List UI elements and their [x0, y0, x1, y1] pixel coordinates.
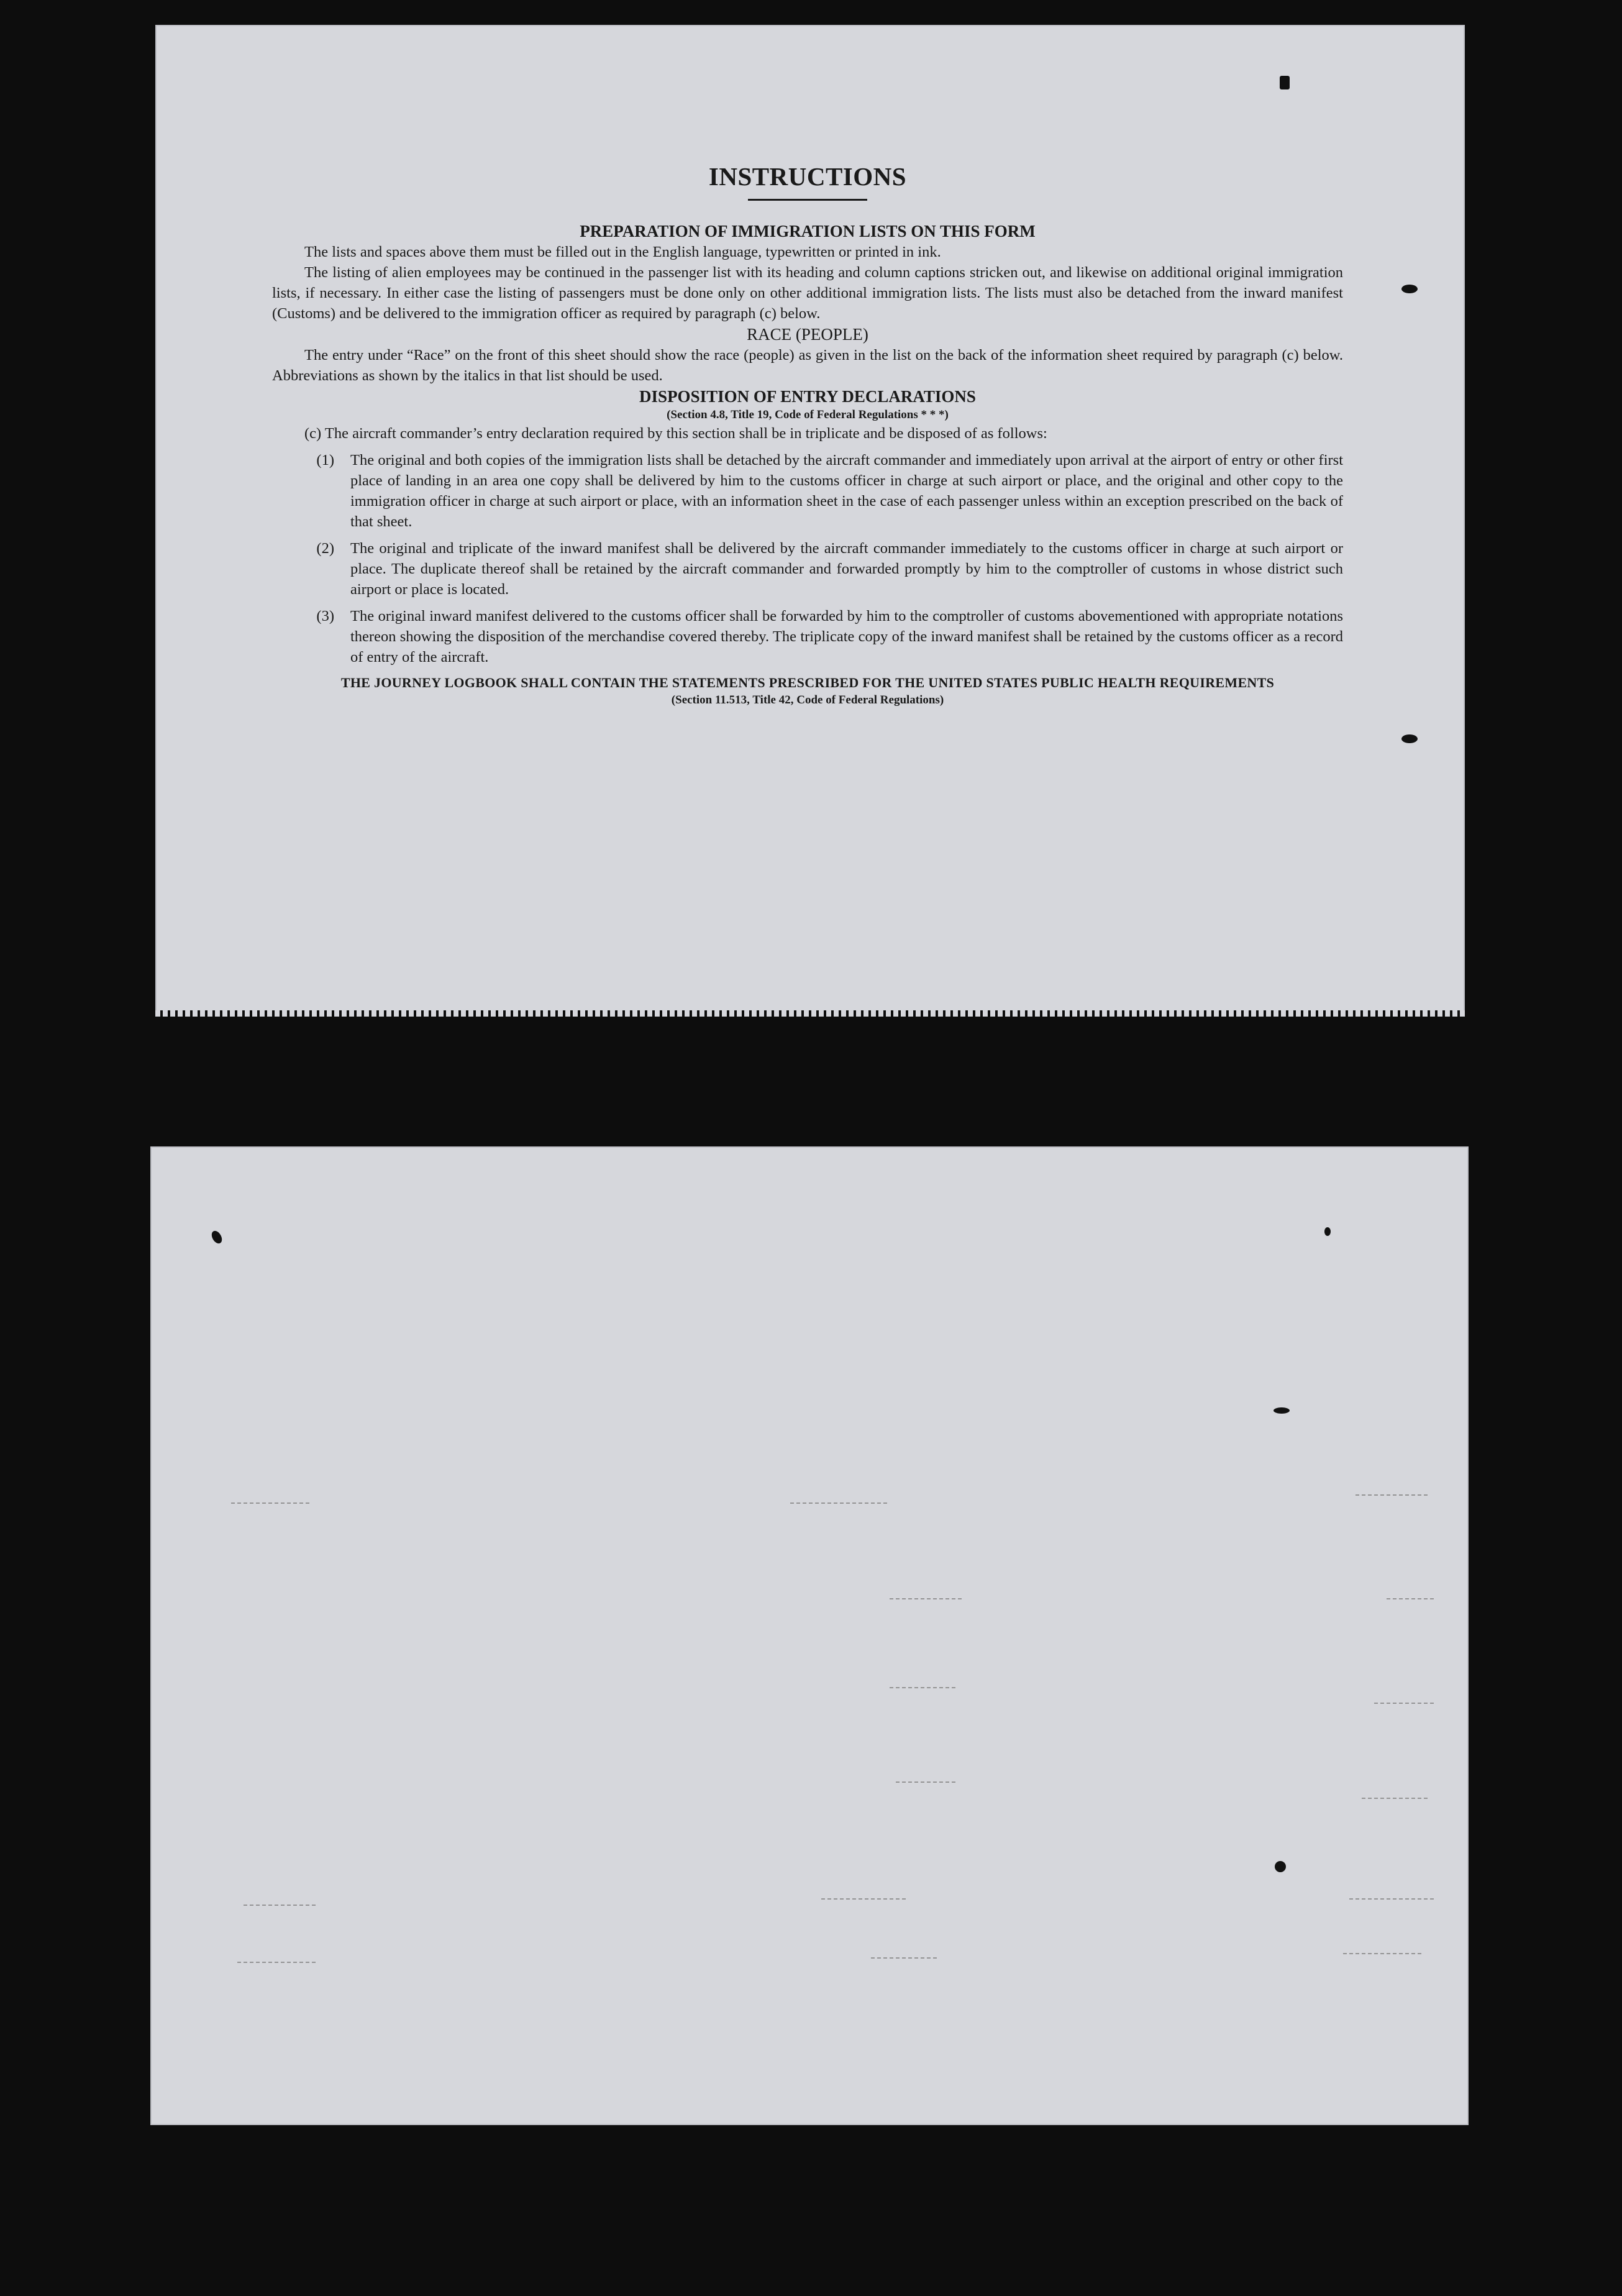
faint-line — [1374, 1703, 1436, 1704]
faint-line — [871, 1957, 939, 1959]
section-citation: (Section 4.8, Title 19, Code of Federal Regulations * * *) — [667, 408, 949, 421]
faint-line — [790, 1502, 890, 1504]
ink-mark — [1275, 1861, 1286, 1872]
list-item-number: (2) — [316, 540, 334, 557]
faint-line — [890, 1687, 958, 1688]
faint-line — [244, 1905, 318, 1906]
list-item — [272, 538, 1343, 600]
paragraph-c: (c) The aircraft commander’s entry declaration required by this section shall be in triplicate and be disposed of as follows: — [304, 425, 1047, 442]
faint-line — [1387, 1598, 1436, 1599]
ink-mark — [1273, 1407, 1290, 1414]
faint-line — [1343, 1953, 1424, 1954]
list-item-text: The original and triplicate of the inward manifest shall be delivered by the aircraft commander immediately to the customs officer in charge at such airport or place. The duplicate thereof shall be retained by the aircraft commander and forwarded promptly by him to the comptroller of customs in whose district such airport or place is located. — [350, 540, 1343, 598]
section-heading-preparation: PREPARATION OF IMMIGRATION LISTS ON THIS FORM — [580, 222, 1036, 240]
perforated-edge — [155, 1010, 1465, 1017]
bleed-through-text — [447, 56, 1441, 180]
faint-line — [237, 1962, 318, 1963]
faint-line — [890, 1598, 964, 1599]
faint-line — [1362, 1798, 1430, 1799]
paragraph-lists: The lists and spaces above them must be filled out in the English language, typewritten or printed in ink. — [304, 244, 941, 260]
footer-statement: THE JOURNEY LOGBOOK SHALL CONTAIN THE STATEMENTS PRESCRIBED FOR THE UNITED STATES PUBLIC HEALTH REQUIREMENTS — [340, 675, 1275, 690]
faint-line — [821, 1898, 908, 1900]
footer-citation: (Section 11.513, Title 42, Code of Federal Regulations) — [671, 693, 944, 707]
list-item — [272, 450, 1343, 532]
punch-mark — [1401, 285, 1418, 293]
faint-line — [896, 1781, 958, 1783]
title-rule — [748, 199, 867, 201]
ink-mark — [1324, 1227, 1331, 1236]
blank-sheet — [150, 1146, 1469, 2125]
punch-mark — [1401, 734, 1418, 743]
instructions-sheet — [155, 25, 1465, 1013]
paragraph-alien-employees: The listing of alien employees may be continued in the passenger list with its heading and column captions stricken out, and likewise on additional original immigration lists, if necessary. In either case the listing of passengers must be done only on other additional immigration lists. The lists must also be detached from the inward manifest (Customs) and be delivered to the immigration officer as required by paragraph (c) below. — [272, 264, 1343, 322]
ink-mark — [209, 1229, 224, 1245]
list-item-text: The original inward manifest delivered to the customs officer shall be forwarded by him to the comptroller of customs abovementioned with appropriate notations thereon showing the disposition of the merchandise covered thereby. The triplicate copy of the inward manifest shall be retained by the customs officer as a record of entry of the aircraft. — [350, 608, 1343, 665]
section-heading-race: RACE (PEOPLE) — [747, 325, 868, 344]
paragraph-race: The entry under “Race” on the front of this sheet should show the race (people) as given in the list on the back of the information sheet required by paragraph (c) below. Abbreviations as shown by the italics in that list should be used. — [272, 347, 1343, 384]
list-item — [272, 606, 1343, 667]
instructions-content — [272, 163, 1343, 708]
list-item-number: (1) — [316, 452, 334, 469]
list-item-number: (3) — [316, 608, 334, 624]
faint-line — [231, 1502, 312, 1504]
ink-mark — [1280, 76, 1290, 89]
list-item-text: The original and both copies of the immigration lists shall be detached by the aircraft commander and immediately upon arrival at the airport of entry or other first place of landing in an area one copy shall be delivered by him to the customs officer in charge at such airport or place, and the original and other copy to the immigration officer in charge at such airport or place, with an information sheet in the case of each passenger unless within an exception prescribed on the back of that sheet. — [350, 452, 1343, 530]
faint-line — [1349, 1898, 1436, 1900]
disposition-list — [272, 450, 1343, 667]
page-title: INSTRUCTIONS — [708, 162, 907, 191]
section-heading-disposition: DISPOSITION OF ENTRY DECLARATIONS — [639, 387, 976, 406]
faint-line — [1355, 1494, 1430, 1496]
